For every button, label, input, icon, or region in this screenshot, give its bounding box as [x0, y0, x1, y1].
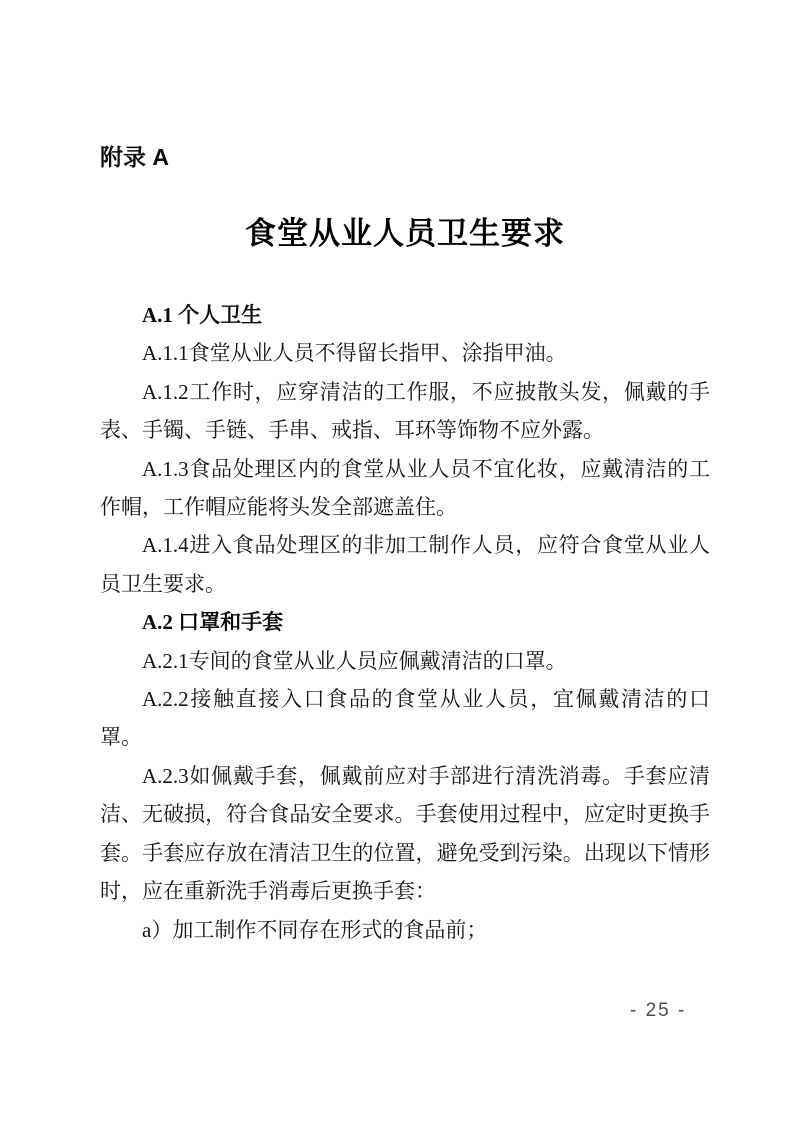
paragraph-a1-1: A.1.1食堂从业人员不得留长指甲、涂指甲油。 — [142, 341, 567, 366]
appendix-label: 附录 A — [100, 144, 169, 170]
paragraph-a2-3: A.2.3如佩戴手套，佩戴前应对手部进行清洗消毒。手套应清洁、无破损，符合食品安全要求。手套使用过程中，应定时更换手套。手套应存放在清洁卫生的位置，避免受到污染。出现以下情形时，应在重新洗手消毒后更换手套： — [100, 763, 710, 904]
section-heading-a2: A.2 口罩和手套 — [142, 610, 284, 635]
section-personal-hygiene — [100, 296, 710, 603]
paragraph-a1-2: A.1.2工作时，应穿清洁的工作服，不应披散头发，佩戴的手表、手镯、手链、手串、戒指、耳环等饰物不应外露。 — [100, 379, 710, 443]
paragraph-a2-1: A.2.1专间的食堂从业人员应佩戴清洁的口罩。 — [142, 648, 567, 673]
section-mask-and-gloves — [100, 603, 710, 949]
document-title: 食堂从业人员卫生要求 — [245, 216, 565, 251]
paragraph-a1-3: A.1.3食品处理区内的食堂从业人员不宜化妆，应戴清洁的工作帽，工作帽应能将头发全部遮盖住。 — [100, 456, 710, 520]
page-number: - 25 - — [630, 1000, 687, 1021]
paragraph-a2-list-item-a: a）加工制作不同存在形式的食品前； — [142, 917, 488, 942]
page-content — [100, 0, 710, 949]
paragraph-a2-2: A.2.2接触直接入口食品的食堂从业人员，宜佩戴清洁的口罩。 — [100, 687, 710, 750]
document-body — [100, 296, 710, 949]
section-heading-a1: A.1 个人卫生 — [142, 303, 263, 327]
paragraph-a1-4: A.1.4进入食品处理区的非加工制作人员，应符合食堂从业人员卫生要求。 — [100, 533, 710, 596]
